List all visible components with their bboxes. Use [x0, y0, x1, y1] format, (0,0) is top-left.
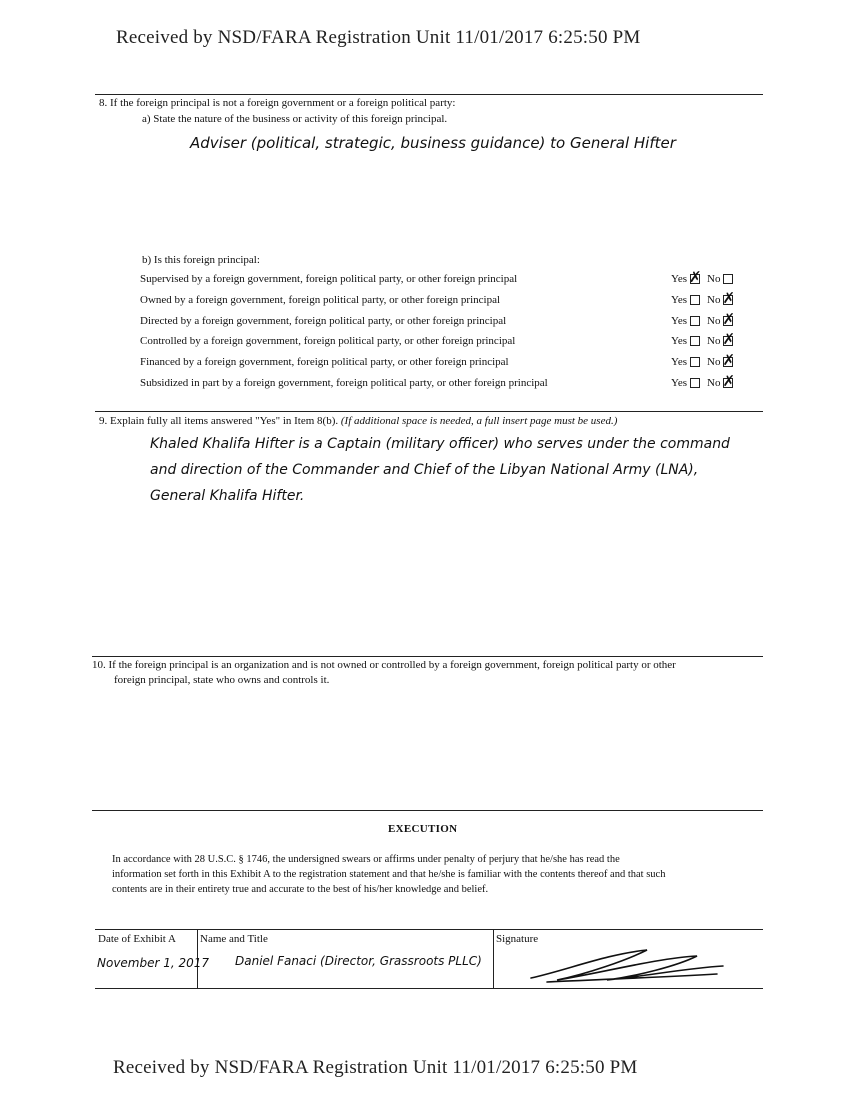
item8b-label: b) Is this foreign principal: [142, 254, 260, 266]
item9-answer-line-3: General Khalifa Hifter. [150, 488, 305, 504]
section-divider [92, 656, 763, 657]
section-divider [95, 94, 763, 95]
received-stamp-bottom: Received by NSD/FARA Registration Unit 11/01/2017 6:25:50 PM [113, 1057, 638, 1078]
yes-checkbox[interactable] [690, 336, 700, 346]
item9-heading [99, 414, 617, 428]
section-divider [92, 810, 763, 811]
no-label: No [707, 377, 721, 389]
date-label: Date of Exhibit A [98, 933, 176, 945]
item9-note: (If additional space is needed, a full insert page must be used.) [340, 415, 618, 427]
no-checkbox[interactable] [723, 357, 733, 367]
no-checkbox[interactable] [723, 336, 733, 346]
yes-checkbox[interactable] [690, 316, 700, 326]
name-title-value: Daniel Fanaci (Director, Grassroots PLLC) [235, 954, 482, 968]
item9-answer-line-1: Khaled Khalifa Hifter is a Captain (military officer) who serves under the command [150, 436, 730, 452]
question-directed: Directed by a foreign government, foreign political party, or other foreign principal [140, 315, 507, 327]
question-subsidized: Subsidized in part by a foreign government, foreign political party, or other foreign principal [140, 377, 548, 389]
yes-no-directed [671, 315, 737, 327]
yes-no-financed [671, 356, 737, 368]
yes-no-subsidized [671, 377, 737, 389]
question-supervised: Supervised by a foreign government, foreign political party, or other foreign principal [140, 273, 518, 285]
yes-label: Yes [671, 335, 688, 347]
date-cell [95, 930, 210, 988]
yes-checkbox[interactable] [690, 357, 700, 367]
question-controlled: Controlled by a foreign government, foreign political party, or other foreign principal [140, 335, 516, 347]
yes-no-supervised [671, 273, 737, 285]
yes-label: Yes [671, 273, 688, 285]
yes-checkbox[interactable] [690, 295, 700, 305]
signature-cell [493, 930, 763, 988]
question-financed: Financed by a foreign government, foreign political party, or other foreign principal [140, 356, 509, 368]
item10-line-1: 10. If the foreign principal is an organization and is not owned or controlled by a foreign government, foreign political party or other [92, 659, 676, 671]
execution-title: EXECUTION [388, 823, 458, 835]
item10-line-2: foreign principal, state who owns and controls it. [114, 674, 330, 686]
execution-line-3: contents are in their entirety true and accurate to the best of his/her knowledge and belief. [112, 884, 489, 895]
no-checkbox[interactable] [723, 316, 733, 326]
yes-label: Yes [671, 294, 688, 306]
name-title-label: Name and Title [200, 933, 268, 945]
no-label: No [707, 356, 721, 368]
no-label: No [707, 335, 721, 347]
date-value: November 1, 2017 [97, 956, 210, 970]
handwritten-signature [527, 940, 727, 986]
received-stamp-top: Received by NSD/FARA Registration Unit 11/01/2017 6:25:50 PM [116, 27, 641, 48]
execution-line-2: information set forth in this Exhibit A to the registration statement and that he/she is familiar with the contents thereof and that such [112, 869, 666, 880]
item8a-label: a) State the nature of the business or activity of this foreign principal. [142, 113, 448, 125]
execution-line-1: In accordance with 28 U.S.C. § 1746, the undersigned swears or affirms under penalty of perjury that he/she has read the [112, 854, 620, 865]
section-divider [95, 411, 763, 412]
yes-checkbox[interactable] [690, 378, 700, 388]
item8-heading: 8. If the foreign principal is not a foreign government or a foreign political party: [99, 97, 456, 109]
signature-table [95, 929, 763, 989]
question-owned: Owned by a foreign government, foreign political party, or other foreign principal [140, 294, 501, 306]
item8a-handwritten-answer: Adviser (political, strategic, business guidance) to General Hifter [190, 134, 676, 152]
yes-no-owned [671, 294, 737, 306]
no-checkbox[interactable] [723, 295, 733, 305]
no-checkbox[interactable] [723, 274, 733, 284]
item9-heading-text: 9. Explain fully all items answered "Yes" in Item 8(b). [99, 415, 339, 427]
yes-label: Yes [671, 315, 688, 327]
item9-answer-line-2: and direction of the Commander and Chief of the Libyan National Army (LNA), [150, 462, 699, 478]
name-cell [197, 930, 494, 988]
yes-label: Yes [671, 356, 688, 368]
no-label: No [707, 273, 721, 285]
no-label: No [707, 294, 721, 306]
yes-checkbox[interactable] [690, 274, 700, 284]
yes-no-controlled [671, 335, 737, 347]
no-label: No [707, 315, 721, 327]
yes-label: Yes [671, 377, 688, 389]
no-checkbox[interactable] [723, 378, 733, 388]
signature-label: Signature [496, 933, 539, 945]
